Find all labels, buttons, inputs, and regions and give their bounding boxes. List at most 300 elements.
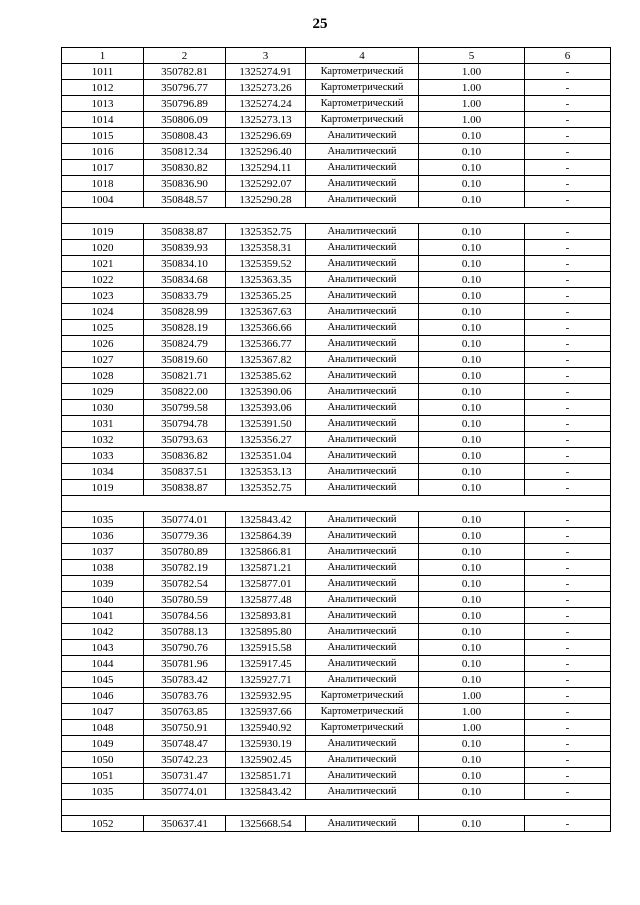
y-coordinate-cell: 1325294.11 xyxy=(226,160,306,176)
method-cell: Аналитический xyxy=(306,464,419,480)
note-cell: - xyxy=(525,640,611,656)
point-number-cell: 1020 xyxy=(62,240,144,256)
separator-cell xyxy=(62,800,611,816)
x-coordinate-cell: 350836.82 xyxy=(144,448,226,464)
x-coordinate-cell: 350783.42 xyxy=(144,672,226,688)
y-coordinate-cell: 1325391.50 xyxy=(226,416,306,432)
x-coordinate-cell: 350819.60 xyxy=(144,352,226,368)
note-cell: - xyxy=(525,112,611,128)
method-cell: Аналитический xyxy=(306,736,419,752)
point-number-cell: 1043 xyxy=(62,640,144,656)
note-cell: - xyxy=(525,432,611,448)
accuracy-cell: 0.10 xyxy=(419,256,525,272)
note-cell: - xyxy=(525,624,611,640)
point-number-cell: 1039 xyxy=(62,576,144,592)
accuracy-cell: 0.10 xyxy=(419,576,525,592)
separator-cell xyxy=(62,208,611,224)
accuracy-cell: 0.10 xyxy=(419,656,525,672)
y-coordinate-cell: 1325356.27 xyxy=(226,432,306,448)
x-coordinate-cell: 350731.47 xyxy=(144,768,226,784)
table-row xyxy=(62,304,611,320)
x-coordinate-cell: 350782.19 xyxy=(144,560,226,576)
table-row xyxy=(62,224,611,240)
method-cell: Аналитический xyxy=(306,480,419,496)
accuracy-cell: 0.10 xyxy=(419,448,525,464)
method-cell: Картометрический xyxy=(306,96,419,112)
table-body xyxy=(62,64,611,832)
table-row xyxy=(62,576,611,592)
method-cell: Аналитический xyxy=(306,816,419,832)
x-coordinate-cell: 350796.77 xyxy=(144,80,226,96)
method-cell: Картометрический xyxy=(306,704,419,720)
y-coordinate-cell: 1325351.04 xyxy=(226,448,306,464)
method-cell: Аналитический xyxy=(306,288,419,304)
y-coordinate-cell: 1325393.06 xyxy=(226,400,306,416)
point-number-cell: 1035 xyxy=(62,784,144,800)
table-row xyxy=(62,480,611,496)
point-number-cell: 1019 xyxy=(62,480,144,496)
accuracy-cell: 1.00 xyxy=(419,64,525,80)
note-cell: - xyxy=(525,240,611,256)
x-coordinate-cell: 350799.58 xyxy=(144,400,226,416)
accuracy-cell: 0.10 xyxy=(419,432,525,448)
table-row xyxy=(62,160,611,176)
note-cell: - xyxy=(525,688,611,704)
y-coordinate-cell: 1325273.13 xyxy=(226,112,306,128)
accuracy-cell: 0.10 xyxy=(419,816,525,832)
point-number-cell: 1004 xyxy=(62,192,144,208)
table-row xyxy=(62,624,611,640)
note-cell: - xyxy=(525,256,611,272)
note-cell: - xyxy=(525,464,611,480)
table-row xyxy=(62,720,611,736)
point-number-cell: 1025 xyxy=(62,320,144,336)
x-coordinate-cell: 350848.57 xyxy=(144,192,226,208)
point-number-cell: 1048 xyxy=(62,720,144,736)
method-cell: Аналитический xyxy=(306,160,419,176)
table-row xyxy=(62,784,611,800)
accuracy-cell: 0.10 xyxy=(419,240,525,256)
accuracy-cell: 1.00 xyxy=(419,720,525,736)
y-coordinate-cell: 1325358.31 xyxy=(226,240,306,256)
point-number-cell: 1026 xyxy=(62,336,144,352)
point-number-cell: 1047 xyxy=(62,704,144,720)
separator-row xyxy=(62,496,611,512)
note-cell: - xyxy=(525,304,611,320)
y-coordinate-cell: 1325359.52 xyxy=(226,256,306,272)
y-coordinate-cell: 1325366.66 xyxy=(226,320,306,336)
note-cell: - xyxy=(525,144,611,160)
method-cell: Аналитический xyxy=(306,528,419,544)
method-cell: Картометрический xyxy=(306,64,419,80)
note-cell: - xyxy=(525,480,611,496)
x-coordinate-cell: 350742.23 xyxy=(144,752,226,768)
method-cell: Аналитический xyxy=(306,384,419,400)
method-cell: Аналитический xyxy=(306,784,419,800)
table-row xyxy=(62,240,611,256)
method-cell: Картометрический xyxy=(306,80,419,96)
point-number-cell: 1019 xyxy=(62,224,144,240)
note-cell: - xyxy=(525,128,611,144)
method-cell: Аналитический xyxy=(306,304,419,320)
accuracy-cell: 0.10 xyxy=(419,272,525,288)
table-row xyxy=(62,448,611,464)
y-coordinate-cell: 1325877.48 xyxy=(226,592,306,608)
table-row xyxy=(62,416,611,432)
table-row xyxy=(62,528,611,544)
x-coordinate-cell: 350838.87 xyxy=(144,480,226,496)
column-header: 1 xyxy=(62,48,144,64)
point-number-cell: 1050 xyxy=(62,752,144,768)
method-cell: Аналитический xyxy=(306,224,419,240)
table-row xyxy=(62,176,611,192)
y-coordinate-cell: 1325851.71 xyxy=(226,768,306,784)
point-number-cell: 1042 xyxy=(62,624,144,640)
note-cell: - xyxy=(525,816,611,832)
x-coordinate-cell: 350828.19 xyxy=(144,320,226,336)
column-header: 6 xyxy=(525,48,611,64)
table-row xyxy=(62,256,611,272)
note-cell: - xyxy=(525,560,611,576)
accuracy-cell: 0.10 xyxy=(419,416,525,432)
y-coordinate-cell: 1325927.71 xyxy=(226,672,306,688)
x-coordinate-cell: 350822.00 xyxy=(144,384,226,400)
table-row xyxy=(62,96,611,112)
accuracy-cell: 0.10 xyxy=(419,608,525,624)
accuracy-cell: 0.10 xyxy=(419,464,525,480)
x-coordinate-cell: 350834.10 xyxy=(144,256,226,272)
accuracy-cell: 0.10 xyxy=(419,144,525,160)
point-number-cell: 1023 xyxy=(62,288,144,304)
point-number-cell: 1011 xyxy=(62,64,144,80)
column-header: 4 xyxy=(306,48,419,64)
note-cell: - xyxy=(525,80,611,96)
table-row xyxy=(62,768,611,784)
point-number-cell: 1040 xyxy=(62,592,144,608)
note-cell: - xyxy=(525,368,611,384)
y-coordinate-cell: 1325367.82 xyxy=(226,352,306,368)
note-cell: - xyxy=(525,528,611,544)
accuracy-cell: 1.00 xyxy=(419,688,525,704)
point-number-cell: 1018 xyxy=(62,176,144,192)
x-coordinate-cell: 350837.51 xyxy=(144,464,226,480)
note-cell: - xyxy=(525,400,611,416)
note-cell: - xyxy=(525,336,611,352)
table-row xyxy=(62,672,611,688)
x-coordinate-cell: 350824.79 xyxy=(144,336,226,352)
y-coordinate-cell: 1325292.07 xyxy=(226,176,306,192)
y-coordinate-cell: 1325937.66 xyxy=(226,704,306,720)
x-coordinate-cell: 350793.63 xyxy=(144,432,226,448)
method-cell: Аналитический xyxy=(306,448,419,464)
note-cell: - xyxy=(525,288,611,304)
accuracy-cell: 0.10 xyxy=(419,128,525,144)
method-cell: Аналитический xyxy=(306,240,419,256)
column-header: 5 xyxy=(419,48,525,64)
x-coordinate-cell: 350839.93 xyxy=(144,240,226,256)
note-cell: - xyxy=(525,704,611,720)
table-row xyxy=(62,608,611,624)
point-number-cell: 1022 xyxy=(62,272,144,288)
y-coordinate-cell: 1325871.21 xyxy=(226,560,306,576)
separator-cell xyxy=(62,496,611,512)
y-coordinate-cell: 1325843.42 xyxy=(226,784,306,800)
note-cell: - xyxy=(525,672,611,688)
method-cell: Аналитический xyxy=(306,144,419,160)
point-number-cell: 1041 xyxy=(62,608,144,624)
table-row xyxy=(62,688,611,704)
page-number: 25 xyxy=(312,16,328,32)
table-row xyxy=(62,736,611,752)
accuracy-cell: 0.10 xyxy=(419,544,525,560)
accuracy-cell: 1.00 xyxy=(419,704,525,720)
point-number-cell: 1021 xyxy=(62,256,144,272)
table-header-row xyxy=(62,48,611,64)
coordinates-table xyxy=(61,47,611,832)
x-coordinate-cell: 350784.56 xyxy=(144,608,226,624)
method-cell: Аналитический xyxy=(306,320,419,336)
note-cell: - xyxy=(525,352,611,368)
method-cell: Аналитический xyxy=(306,400,419,416)
method-cell: Аналитический xyxy=(306,608,419,624)
x-coordinate-cell: 350781.96 xyxy=(144,656,226,672)
accuracy-cell: 0.10 xyxy=(419,192,525,208)
note-cell: - xyxy=(525,96,611,112)
y-coordinate-cell: 1325273.26 xyxy=(226,80,306,96)
note-cell: - xyxy=(525,272,611,288)
method-cell: Аналитический xyxy=(306,432,419,448)
x-coordinate-cell: 350637.41 xyxy=(144,816,226,832)
y-coordinate-cell: 1325353.13 xyxy=(226,464,306,480)
method-cell: Аналитический xyxy=(306,176,419,192)
table-row xyxy=(62,640,611,656)
accuracy-cell: 0.10 xyxy=(419,224,525,240)
x-coordinate-cell: 350782.81 xyxy=(144,64,226,80)
point-number-cell: 1016 xyxy=(62,144,144,160)
y-coordinate-cell: 1325365.25 xyxy=(226,288,306,304)
note-cell: - xyxy=(525,448,611,464)
note-cell: - xyxy=(525,512,611,528)
x-coordinate-cell: 350833.79 xyxy=(144,288,226,304)
accuracy-cell: 0.10 xyxy=(419,752,525,768)
y-coordinate-cell: 1325296.40 xyxy=(226,144,306,160)
note-cell: - xyxy=(525,784,611,800)
point-number-cell: 1017 xyxy=(62,160,144,176)
y-coordinate-cell: 1325274.91 xyxy=(226,64,306,80)
point-number-cell: 1049 xyxy=(62,736,144,752)
y-coordinate-cell: 1325668.54 xyxy=(226,816,306,832)
note-cell: - xyxy=(525,592,611,608)
note-cell: - xyxy=(525,544,611,560)
point-number-cell: 1037 xyxy=(62,544,144,560)
table-row xyxy=(62,368,611,384)
method-cell: Аналитический xyxy=(306,336,419,352)
accuracy-cell: 0.10 xyxy=(419,304,525,320)
note-cell: - xyxy=(525,176,611,192)
x-coordinate-cell: 350796.89 xyxy=(144,96,226,112)
separator-row xyxy=(62,800,611,816)
note-cell: - xyxy=(525,656,611,672)
x-coordinate-cell: 350780.59 xyxy=(144,592,226,608)
y-coordinate-cell: 1325274.24 xyxy=(226,96,306,112)
accuracy-cell: 1.00 xyxy=(419,112,525,128)
method-cell: Картометрический xyxy=(306,688,419,704)
point-number-cell: 1036 xyxy=(62,528,144,544)
note-cell: - xyxy=(525,720,611,736)
note-cell: - xyxy=(525,160,611,176)
point-number-cell: 1028 xyxy=(62,368,144,384)
y-coordinate-cell: 1325877.01 xyxy=(226,576,306,592)
note-cell: - xyxy=(525,384,611,400)
method-cell: Аналитический xyxy=(306,768,419,784)
accuracy-cell: 0.10 xyxy=(419,160,525,176)
method-cell: Картометрический xyxy=(306,720,419,736)
accuracy-cell: 0.10 xyxy=(419,368,525,384)
x-coordinate-cell: 350806.09 xyxy=(144,112,226,128)
method-cell: Аналитический xyxy=(306,368,419,384)
column-header: 3 xyxy=(226,48,306,64)
y-coordinate-cell: 1325290.28 xyxy=(226,192,306,208)
accuracy-cell: 0.10 xyxy=(419,512,525,528)
method-cell: Аналитический xyxy=(306,352,419,368)
y-coordinate-cell: 1325917.45 xyxy=(226,656,306,672)
x-coordinate-cell: 350782.54 xyxy=(144,576,226,592)
x-coordinate-cell: 350836.90 xyxy=(144,176,226,192)
table-row xyxy=(62,512,611,528)
method-cell: Аналитический xyxy=(306,416,419,432)
table-row xyxy=(62,704,611,720)
point-number-cell: 1013 xyxy=(62,96,144,112)
method-cell: Аналитический xyxy=(306,592,419,608)
y-coordinate-cell: 1325866.81 xyxy=(226,544,306,560)
y-coordinate-cell: 1325385.62 xyxy=(226,368,306,384)
accuracy-cell: 0.10 xyxy=(419,384,525,400)
x-coordinate-cell: 350794.78 xyxy=(144,416,226,432)
point-number-cell: 1038 xyxy=(62,560,144,576)
x-coordinate-cell: 350830.82 xyxy=(144,160,226,176)
note-cell: - xyxy=(525,736,611,752)
note-cell: - xyxy=(525,576,611,592)
table-row xyxy=(62,64,611,80)
point-number-cell: 1029 xyxy=(62,384,144,400)
table-row xyxy=(62,400,611,416)
table-row xyxy=(62,432,611,448)
note-cell: - xyxy=(525,608,611,624)
point-number-cell: 1024 xyxy=(62,304,144,320)
accuracy-cell: 0.10 xyxy=(419,528,525,544)
accuracy-cell: 0.10 xyxy=(419,400,525,416)
y-coordinate-cell: 1325390.06 xyxy=(226,384,306,400)
note-cell: - xyxy=(525,416,611,432)
x-coordinate-cell: 350788.13 xyxy=(144,624,226,640)
method-cell: Аналитический xyxy=(306,640,419,656)
x-coordinate-cell: 350838.87 xyxy=(144,224,226,240)
note-cell: - xyxy=(525,752,611,768)
accuracy-cell: 0.10 xyxy=(419,624,525,640)
x-coordinate-cell: 350750.91 xyxy=(144,720,226,736)
note-cell: - xyxy=(525,320,611,336)
point-number-cell: 1051 xyxy=(62,768,144,784)
y-coordinate-cell: 1325363.35 xyxy=(226,272,306,288)
accuracy-cell: 0.10 xyxy=(419,352,525,368)
y-coordinate-cell: 1325366.77 xyxy=(226,336,306,352)
table-row xyxy=(62,592,611,608)
table-row xyxy=(62,384,611,400)
point-number-cell: 1032 xyxy=(62,432,144,448)
x-coordinate-cell: 350783.76 xyxy=(144,688,226,704)
accuracy-cell: 0.10 xyxy=(419,592,525,608)
y-coordinate-cell: 1325940.92 xyxy=(226,720,306,736)
point-number-cell: 1012 xyxy=(62,80,144,96)
point-number-cell: 1030 xyxy=(62,400,144,416)
y-coordinate-cell: 1325930.19 xyxy=(226,736,306,752)
table-row xyxy=(62,336,611,352)
y-coordinate-cell: 1325864.39 xyxy=(226,528,306,544)
point-number-cell: 1045 xyxy=(62,672,144,688)
table-row xyxy=(62,656,611,672)
point-number-cell: 1046 xyxy=(62,688,144,704)
x-coordinate-cell: 350780.89 xyxy=(144,544,226,560)
y-coordinate-cell: 1325902.45 xyxy=(226,752,306,768)
x-coordinate-cell: 350821.71 xyxy=(144,368,226,384)
y-coordinate-cell: 1325893.81 xyxy=(226,608,306,624)
table-row xyxy=(62,80,611,96)
x-coordinate-cell: 350779.36 xyxy=(144,528,226,544)
table-row xyxy=(62,544,611,560)
table-row xyxy=(62,320,611,336)
note-cell: - xyxy=(525,224,611,240)
y-coordinate-cell: 1325843.42 xyxy=(226,512,306,528)
note-cell: - xyxy=(525,192,611,208)
point-number-cell: 1014 xyxy=(62,112,144,128)
point-number-cell: 1027 xyxy=(62,352,144,368)
table-row xyxy=(62,128,611,144)
accuracy-cell: 1.00 xyxy=(419,80,525,96)
accuracy-cell: 0.10 xyxy=(419,640,525,656)
accuracy-cell: 0.10 xyxy=(419,288,525,304)
accuracy-cell: 0.10 xyxy=(419,336,525,352)
table-row xyxy=(62,560,611,576)
y-coordinate-cell: 1325895.80 xyxy=(226,624,306,640)
x-coordinate-cell: 350774.01 xyxy=(144,784,226,800)
table-row xyxy=(62,192,611,208)
note-cell: - xyxy=(525,64,611,80)
accuracy-cell: 0.10 xyxy=(419,736,525,752)
method-cell: Аналитический xyxy=(306,672,419,688)
y-coordinate-cell: 1325352.75 xyxy=(226,480,306,496)
method-cell: Аналитический xyxy=(306,512,419,528)
x-coordinate-cell: 350808.43 xyxy=(144,128,226,144)
separator-row xyxy=(62,208,611,224)
y-coordinate-cell: 1325367.63 xyxy=(226,304,306,320)
accuracy-cell: 0.10 xyxy=(419,176,525,192)
x-coordinate-cell: 350763.85 xyxy=(144,704,226,720)
x-coordinate-cell: 350834.68 xyxy=(144,272,226,288)
method-cell: Аналитический xyxy=(306,656,419,672)
table-row xyxy=(62,752,611,768)
point-number-cell: 1031 xyxy=(62,416,144,432)
method-cell: Аналитический xyxy=(306,272,419,288)
point-number-cell: 1044 xyxy=(62,656,144,672)
method-cell: Аналитический xyxy=(306,544,419,560)
method-cell: Аналитический xyxy=(306,128,419,144)
table-row xyxy=(62,464,611,480)
point-number-cell: 1033 xyxy=(62,448,144,464)
method-cell: Аналитический xyxy=(306,560,419,576)
y-coordinate-cell: 1325296.69 xyxy=(226,128,306,144)
x-coordinate-cell: 350790.76 xyxy=(144,640,226,656)
y-coordinate-cell: 1325932.95 xyxy=(226,688,306,704)
